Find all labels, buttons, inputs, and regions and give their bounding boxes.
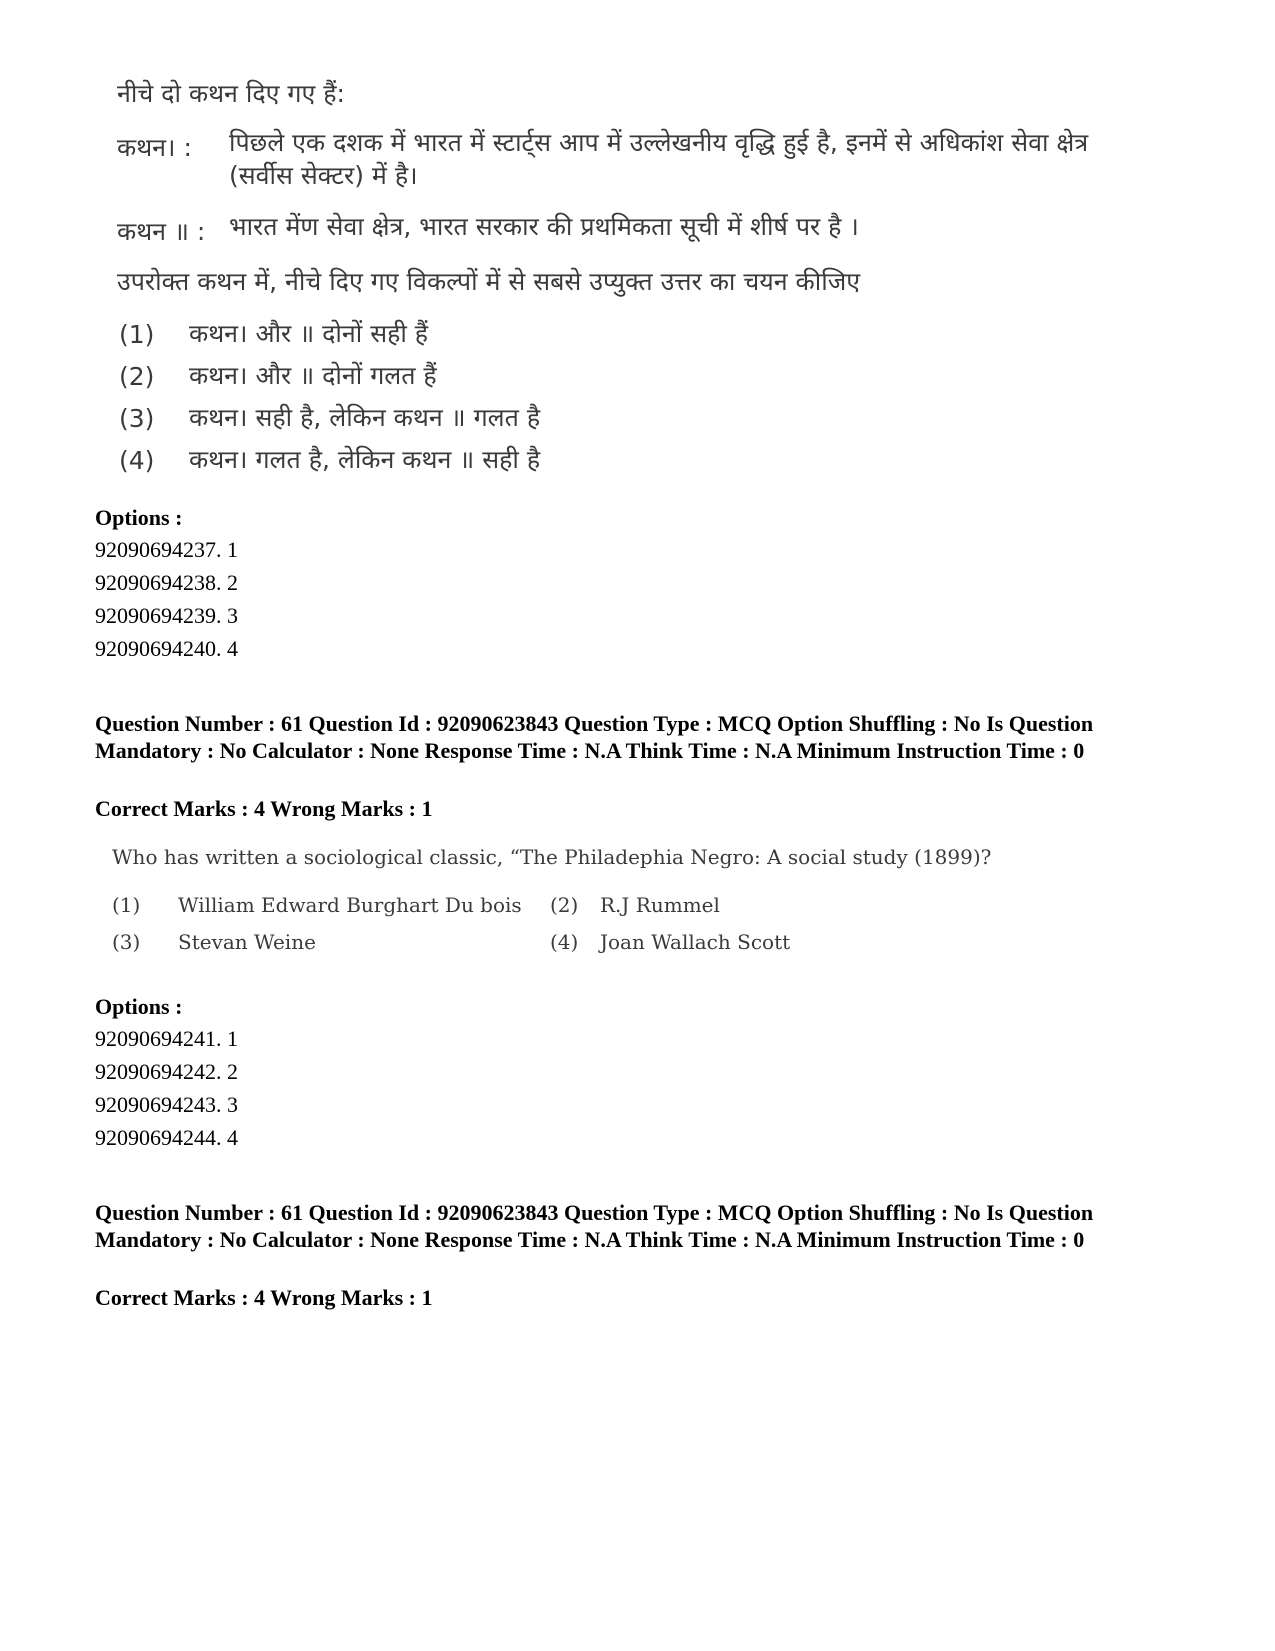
choice-text: William Edward Burghart Du bois: [178, 893, 522, 917]
option-row: 92090694242. 2: [95, 1059, 238, 1084]
choice-number: (2): [119, 362, 155, 391]
question-text: Who has written a sociological classic, “The Philadephia Negro: A social study (1899)?: [112, 845, 992, 869]
options-heading: Options :: [95, 505, 183, 530]
option-row: 92090694241. 1: [95, 1026, 238, 1051]
choice-number: (4): [550, 930, 579, 954]
choice-number: (3): [119, 404, 155, 433]
option-row: 92090694238. 2: [95, 570, 238, 595]
choice-number: (4): [119, 446, 155, 475]
options-heading: Options :: [95, 994, 183, 1019]
choice-number: (3): [112, 930, 141, 954]
statement-2-text: भारत मेंण सेवा क्षेत्र, भारत सरकार की प्रथमिकता सूची में शीर्ष पर है ।: [229, 212, 859, 241]
choice-text: Stevan Weine: [178, 930, 316, 954]
choice-number: (1): [112, 893, 141, 917]
choice-text: Joan Wallach Scott: [600, 930, 791, 954]
choice-text: कथन। गलत है, लेकिन कथन ॥ सही है: [189, 445, 541, 474]
choice-text: कथन। और ॥ दोनों सही हैं: [189, 319, 429, 348]
question-instruction: उपरोक्त कथन में, नीचे दिए गए विकल्पों में से सबसे उप्युक्त उत्तर का चयन कीजिए: [117, 267, 861, 296]
choice-number: (2): [550, 893, 579, 917]
option-row: 92090694239. 3: [95, 603, 238, 628]
statement-2-label: कथन ॥ :: [117, 217, 206, 246]
option-row: 92090694240. 4: [95, 636, 238, 661]
choice-text: कथन। और ॥ दोनों गलत हैं: [189, 361, 437, 390]
question-intro: नीचे दो कथन दिए गए हैं:: [117, 79, 345, 108]
question-meta: Question Number : 61 Question Id : 92090623843 Question Type : MCQ Option Shuffling : No Is Question Mandatory : No Calculator : None Response Time : N.A Think Time : N.A Minimum Instruction Time : 0: [95, 711, 1094, 763]
statement-1-text: पिछले एक दशक में भारत में स्टार्ट्स आप में उल्लेखनीय वृद्धि हुई है, इनमें से अधिकांश सेवा क्षेत्र (सर्वीस सेक्टर) में है।: [229, 128, 1089, 190]
marks-line: Correct Marks : 4 Wrong Marks : 1: [95, 1285, 433, 1310]
option-row: 92090694237. 1: [95, 537, 238, 562]
choice-text: कथन। सही है, लेकिन कथन ॥ गलत है: [189, 403, 541, 432]
choice-text: R.J Rummel: [600, 893, 720, 917]
choice-number: (1): [119, 320, 155, 349]
statement-1-label: कथन। :: [117, 133, 192, 162]
marks-line: Correct Marks : 4 Wrong Marks : 1: [95, 796, 433, 821]
option-row: 92090694244. 4: [95, 1125, 238, 1150]
question-meta: Question Number : 61 Question Id : 92090623843 Question Type : MCQ Option Shuffling : No Is Question Mandatory : No Calculator : None Response Time : N.A Think Time : N.A Minimum Instruction Time : 0: [95, 1200, 1094, 1252]
option-row: 92090694243. 3: [95, 1092, 238, 1117]
